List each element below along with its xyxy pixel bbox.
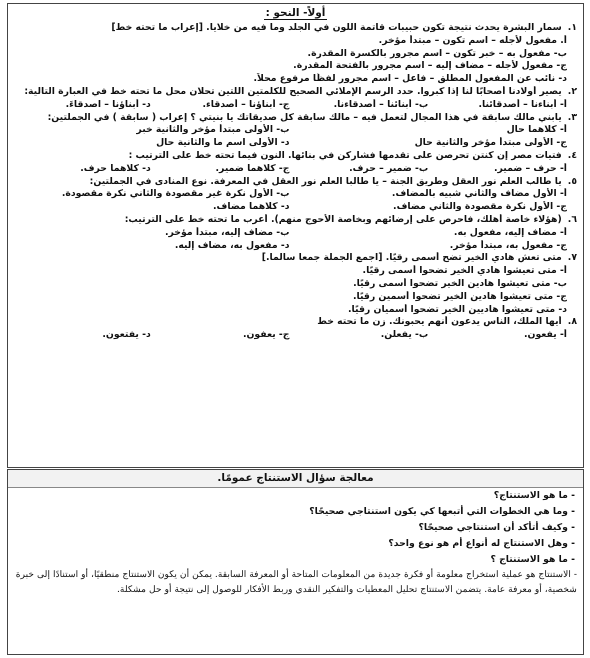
options-row — [12, 137, 577, 150]
option-a[interactable]: أ- الأول مضاف والثاني شبيه بالمضاف. — [391, 188, 567, 200]
question-2 — [8, 86, 583, 112]
bullet-item: - وهل الاستنتاج له أنواع أم هو نوع واحد؟ — [388, 538, 575, 549]
option-b[interactable]: ب- الأول نكرة غير مقصودة والثاني نكرة مقصودة. — [61, 188, 290, 200]
option-c[interactable]: ج- أبناؤنا – أصدقاء. — [202, 98, 290, 110]
option-a[interactable]: أ- أبناءنا – أصدقائنا. — [478, 98, 567, 110]
option-b[interactable]: ب- ضمير – حرف. — [349, 162, 429, 174]
question-8 — [8, 316, 583, 342]
inference-section — [7, 469, 584, 655]
question-5 — [8, 176, 583, 214]
grammar-section — [7, 3, 584, 468]
bullet-item: - ما هو الاستنتاج؟ — [493, 490, 575, 501]
option-a[interactable]: أ- يفعون. — [523, 329, 567, 341]
option-c[interactable]: ج- كلاهما ضمير. — [215, 162, 290, 174]
options-row — [12, 188, 577, 201]
option-c[interactable]: ج- متى تعيشوا هادين الخير تضحوا أسمين رقيًا. — [352, 290, 567, 302]
option-c[interactable]: ج- الأولى مبتدأ مؤخر والثانية حال — [414, 137, 567, 149]
option-a[interactable]: أ- متى تعيشوا هادي الخير تضحوا أسمى رقيًا. — [362, 265, 567, 277]
option-d[interactable]: د- متى تعيشوا هاديين الخير تضحوا أسميان رقيًا. — [348, 303, 567, 315]
bullet-item: - وكيف أتأكد أن استنتاجي صحيحًا؟ — [418, 522, 575, 533]
option-b[interactable]: ب- مفعول به – خبر تكون – اسم مجرور بالكسرة المقدرة. — [307, 47, 567, 59]
option-c[interactable]: ج- الأول نكرة مقصودة والثاني مضاف. — [393, 201, 567, 213]
option-d[interactable]: د- الأولى اسم ما والثانية حال — [156, 137, 290, 149]
option-b[interactable]: ب- أبنائنا – أصدقاءنا. — [333, 98, 429, 110]
question-stem: ٣. يابني مالك سابقة في هذا المجال لتعمل فيه – مالك سابقة كل صديقاتك يا بنيتي ؟ إعراب ( سابقة ) في الجملتين: — [47, 111, 577, 123]
options-row — [12, 99, 577, 112]
question-stem: ٤. فتيات مصر إن كنتن تحرصن على تقدمها فشاركن في بنائها. النون فيما تحته خط على الترتيب : — [128, 149, 577, 161]
option-d[interactable]: د- كلاهما مضاف. — [213, 201, 290, 213]
option-d[interactable]: د- كلاهما حرف. — [80, 162, 151, 174]
option-a[interactable]: أ- حرف – ضمير. — [493, 162, 567, 174]
question-4 — [8, 150, 583, 176]
options-row — [12, 201, 577, 214]
option-b[interactable]: ب- متى تعيشوا هادين الخير تضحوا أسمى رقيًا. — [353, 277, 567, 289]
option-d[interactable]: د- أبناؤنا – اصدقاءَ. — [65, 98, 151, 110]
option-a[interactable]: أ- كلاهما حال — [506, 124, 567, 136]
option-c[interactable]: ج- مفعول به، مبتدأ مؤخر. — [449, 239, 567, 251]
question-stem: ٢. يصير أولادنا أصحابًا لنا إذا كبروا. حدد الرسم الإملائي الصحيح للكلمتين اللتين تحلان محل ما تحته خط في العبارة التالية: — [24, 85, 577, 97]
option-d[interactable]: د- يفتعون. — [102, 329, 151, 341]
options-row — [12, 124, 577, 137]
question-stem: ١. سمار البشرة يحدث نتيجة تكون حبيبات قاتمة اللون في الجلد وما فيه من خلايا. [إعراب ما تحته خط] — [111, 22, 577, 33]
question-3 — [8, 112, 583, 150]
question-7 — [8, 252, 583, 316]
option-d[interactable]: د- نائب عن المفعول المطلق – فاعل – اسم مجرور لفظًا مرفوع محلاً. — [253, 73, 567, 85]
options-row — [12, 240, 577, 253]
option-b[interactable]: ب- يفعلن. — [380, 329, 429, 341]
question-1 — [8, 22, 583, 86]
option-d[interactable]: د- مفعول به، مضاف إليه. — [174, 239, 290, 251]
question-6 — [8, 214, 583, 252]
inference-definition-paragraph: - الاستنتاج هو عملية استخراج معلومة أو فكرة جديدة من المعلومات المتاحة أو المعرفة السابقة. يمكن أن يكون الاستنتاج منطقيًا، أو استنادًا إلى خبرة شخصية، أو معرفة عامة. يتضمن الاستنتاج تحليل المعطيات والتفكير النقدي وربط الأفكار للوصول إلى نتيجة أو حل مشكلة. — [15, 569, 577, 595]
option-a[interactable]: أ. مفعول لأجله – اسم تكون – مبتدأ مؤخر. — [378, 34, 567, 46]
question-stem: ٧. متى تعش هادي الخير تضح أسمى رقيًا. [اجمع الجملة جمعا سالما.] — [261, 252, 577, 264]
options-row — [12, 163, 577, 176]
option-c[interactable]: ج- مفعول لأجله – مضاف إليه – اسم مجرور بالفتحة المقدرة. — [293, 60, 567, 72]
question-stem: ٥. يا طالب العلم نور العقل وطريق الجنة – يا طالبا العلم نور العقل في المعرفة. نوع المنادى في الجملتين: — [89, 175, 577, 187]
options-row — [12, 227, 577, 240]
option-a[interactable]: أ- مضاف إليه، مفعول به. — [453, 226, 567, 238]
option-b[interactable]: ب- مضاف إليه، مبتدأ مؤخر. — [164, 226, 290, 238]
option-b[interactable]: ب- الأولى مبتدأ مؤخر والثانية خبر — [136, 124, 290, 136]
bullet-item: - وما هي الخطوات التي أتبعها كي يكون استنتاجي صحيحًا؟ — [309, 506, 575, 517]
bullet-item: - ما هو الاستنتاج ؟ — [490, 554, 575, 565]
inference-section-title: معالجة سؤال الاستنتاج عمومًا. — [8, 470, 583, 488]
options-row — [12, 329, 577, 342]
question-stem: ٦. (هؤلاء خاصة أهلك، فاحرص على إرضائهم وبخاصة الأحوج منهم). أعرب ما تحته خط على الترتيب: — [124, 213, 577, 225]
question-stem: ٨. أيها الملك، الناس يدعون أنهم يحبونك. زن ما تحته خط — [317, 316, 577, 328]
grammar-section-title: أولاً- النحو : — [265, 7, 326, 19]
option-c[interactable]: ج- يعفون. — [242, 329, 290, 341]
